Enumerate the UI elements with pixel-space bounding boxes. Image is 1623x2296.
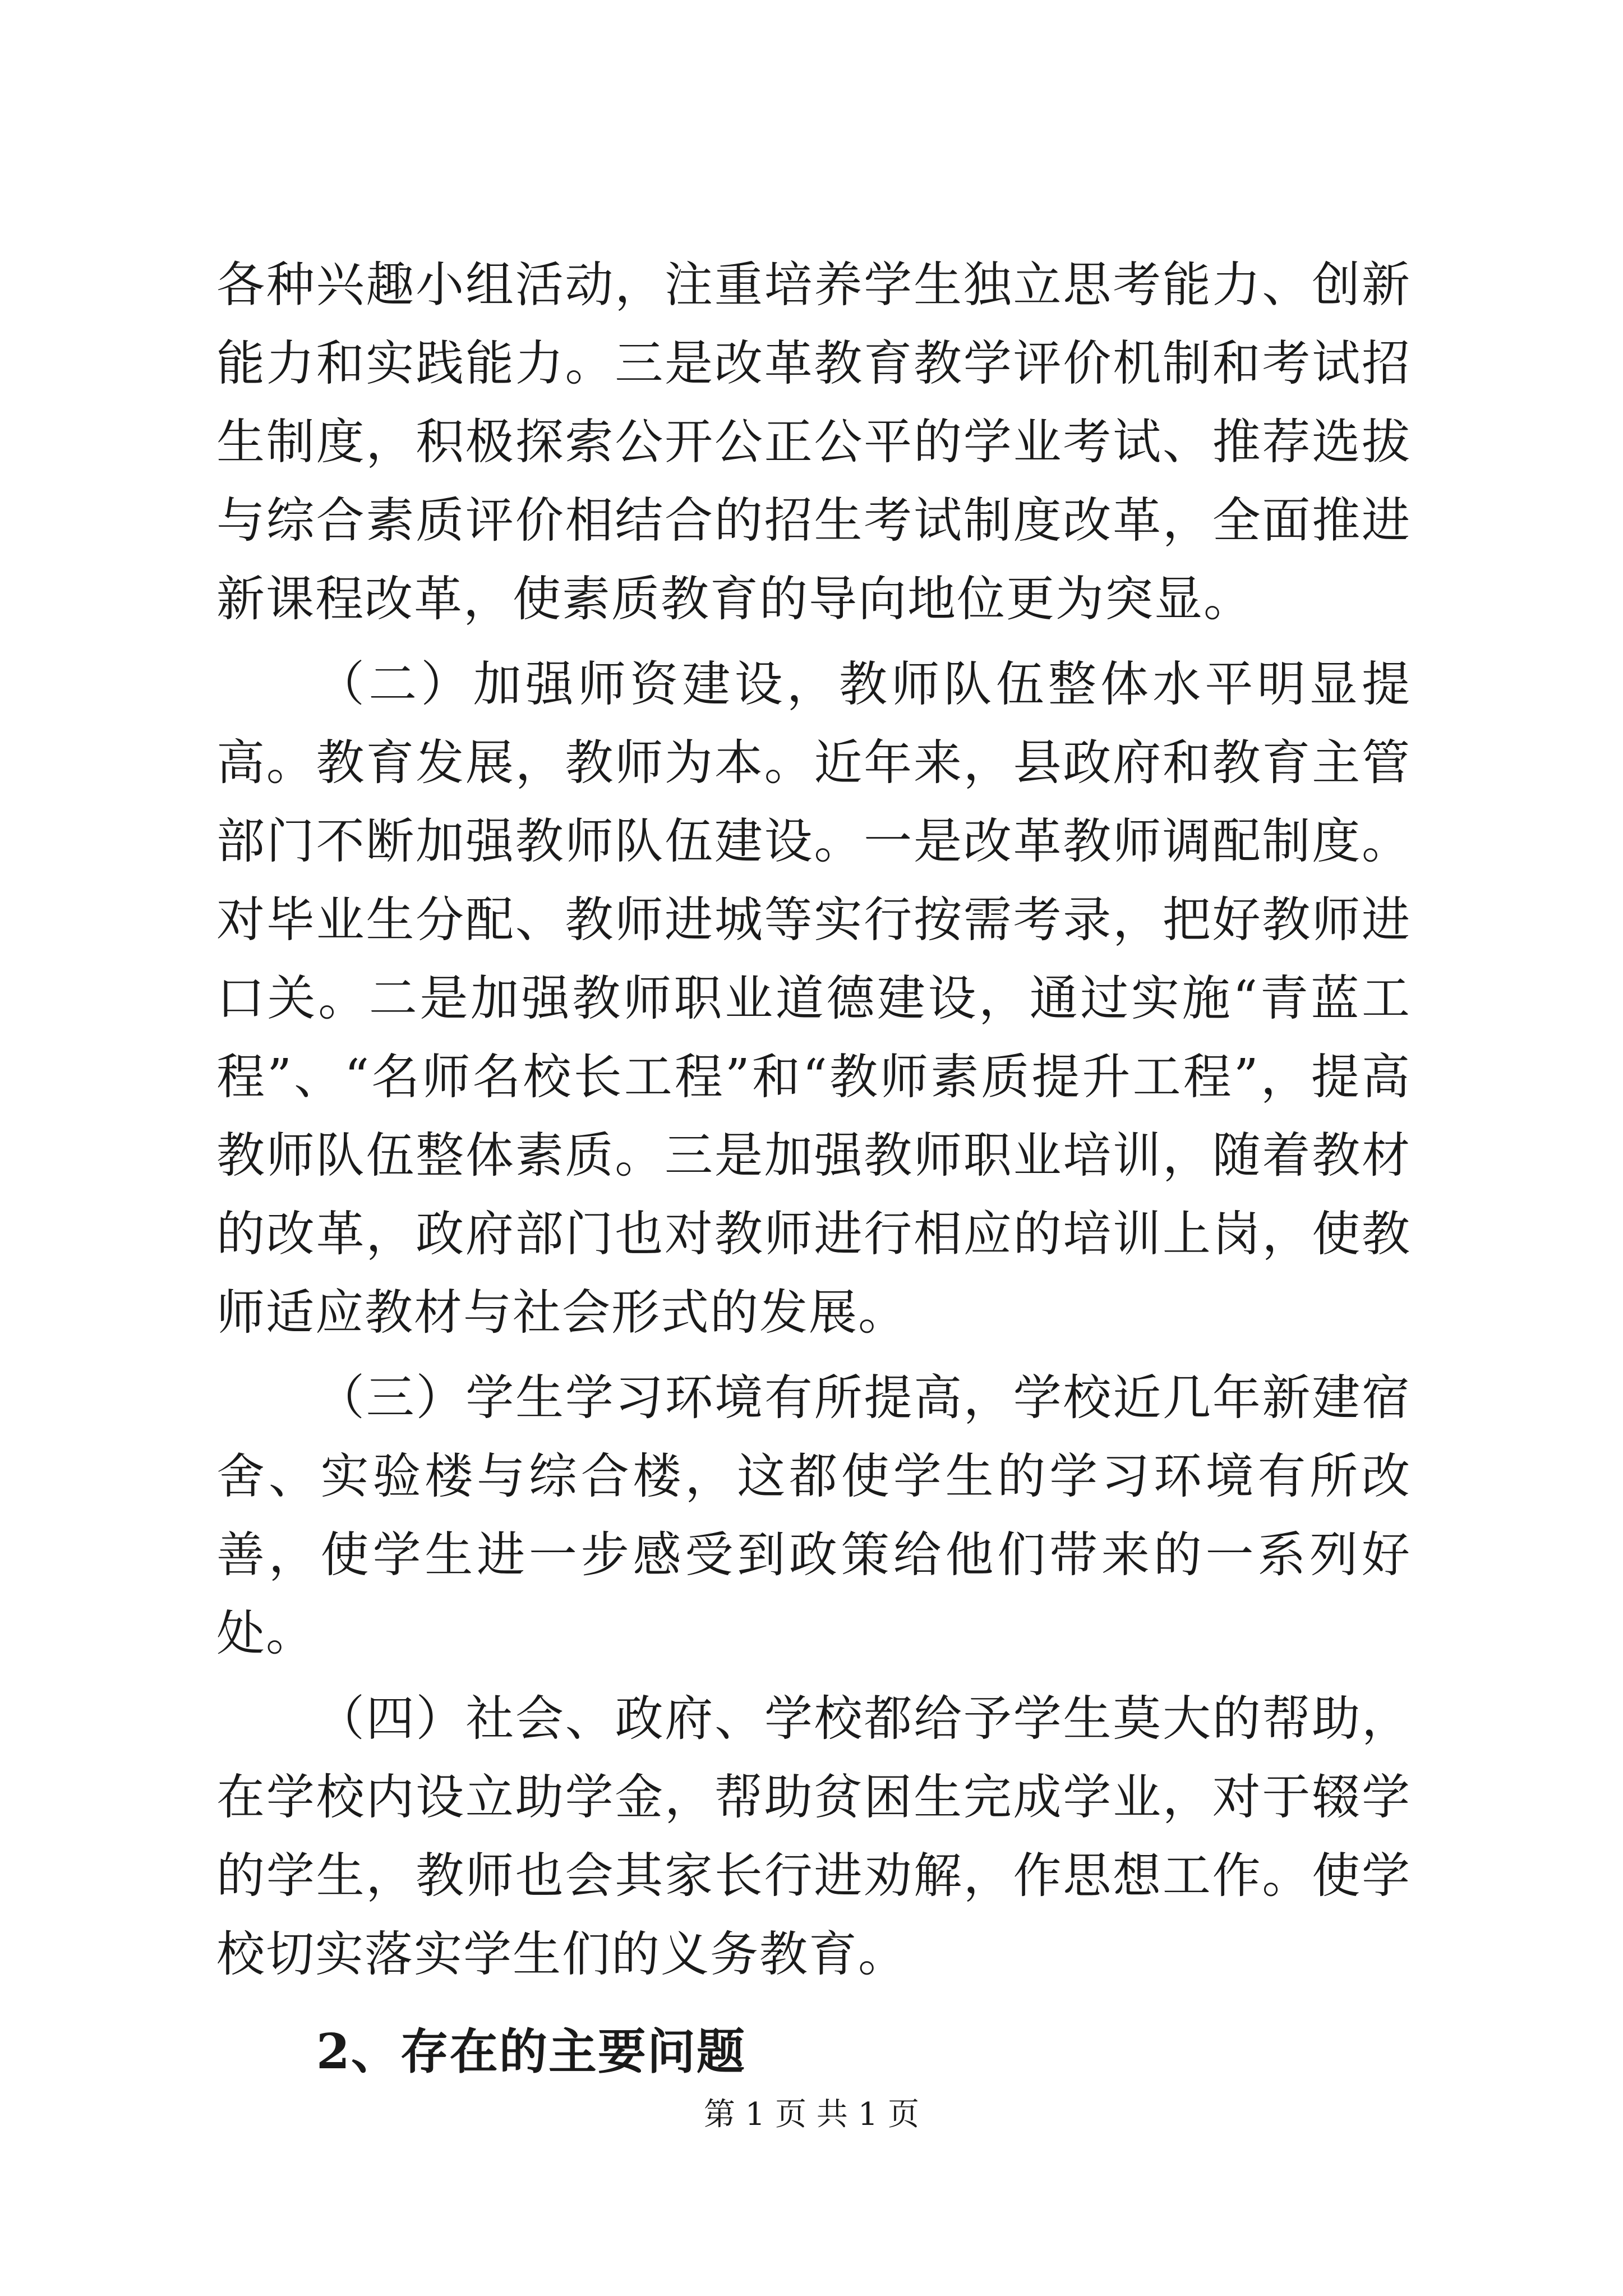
paragraph-teacher-development: （二）加强师资建设，教师队伍整体水平明显提高。教育发展，教师为本。近年来，县政府和教育主管部门不断加强教师队伍建设。一是改革教师调配制度。对毕业生分配、教师进城等实行按需考录，把好教师进口关。二是加强教师职业道德建设，通过实施“青蓝工程”、“名师名校长工程”和“教师素质提升工程”，提高教师队伍整体素质。三是加强教师职业培训，随着教材的改革，政府部门也对教师进行相应的培训上岗，使教师适应教材与社会形式的发展。 bbox=[216, 656, 1411, 1341]
paragraph-student-support: （四）社会、政府、学校都给予学生莫大的帮助，在学校内设立助学金，帮助贫困生完成学业，对于辍学的学生，教师也会其家长行进劝解，作思想工作。使学校切实落实学生们的义务教育。 bbox=[216, 1691, 1411, 1982]
paragraph-continuation: 各种兴趣小组活动，注重培养学生独立思考能力、创新能力和实践能力。三是改革教育教学评价机制和考试招生制度，积极探索公开公正公平的学业考试、推荐选拔与综合素质评价相结合的招生考试制度改革，全面推进新课程改革，使素质教育的导向地位更为突显。 bbox=[216, 257, 1411, 627]
section-heading: 2、存在的主要问题 bbox=[316, 2023, 746, 2080]
document-body bbox=[216, 246, 1411, 2091]
page-number-footer: 第 1 页 共 1 页 bbox=[703, 2096, 920, 2133]
paragraph-learning-environment: （三）学生学习环境有所提高，学校近几年新建宿舍、实验楼与综合楼，这都使学生的学习环境有所改善，使学生进一步感受到政策给他们带来的一系列好处。 bbox=[216, 1370, 1411, 1662]
